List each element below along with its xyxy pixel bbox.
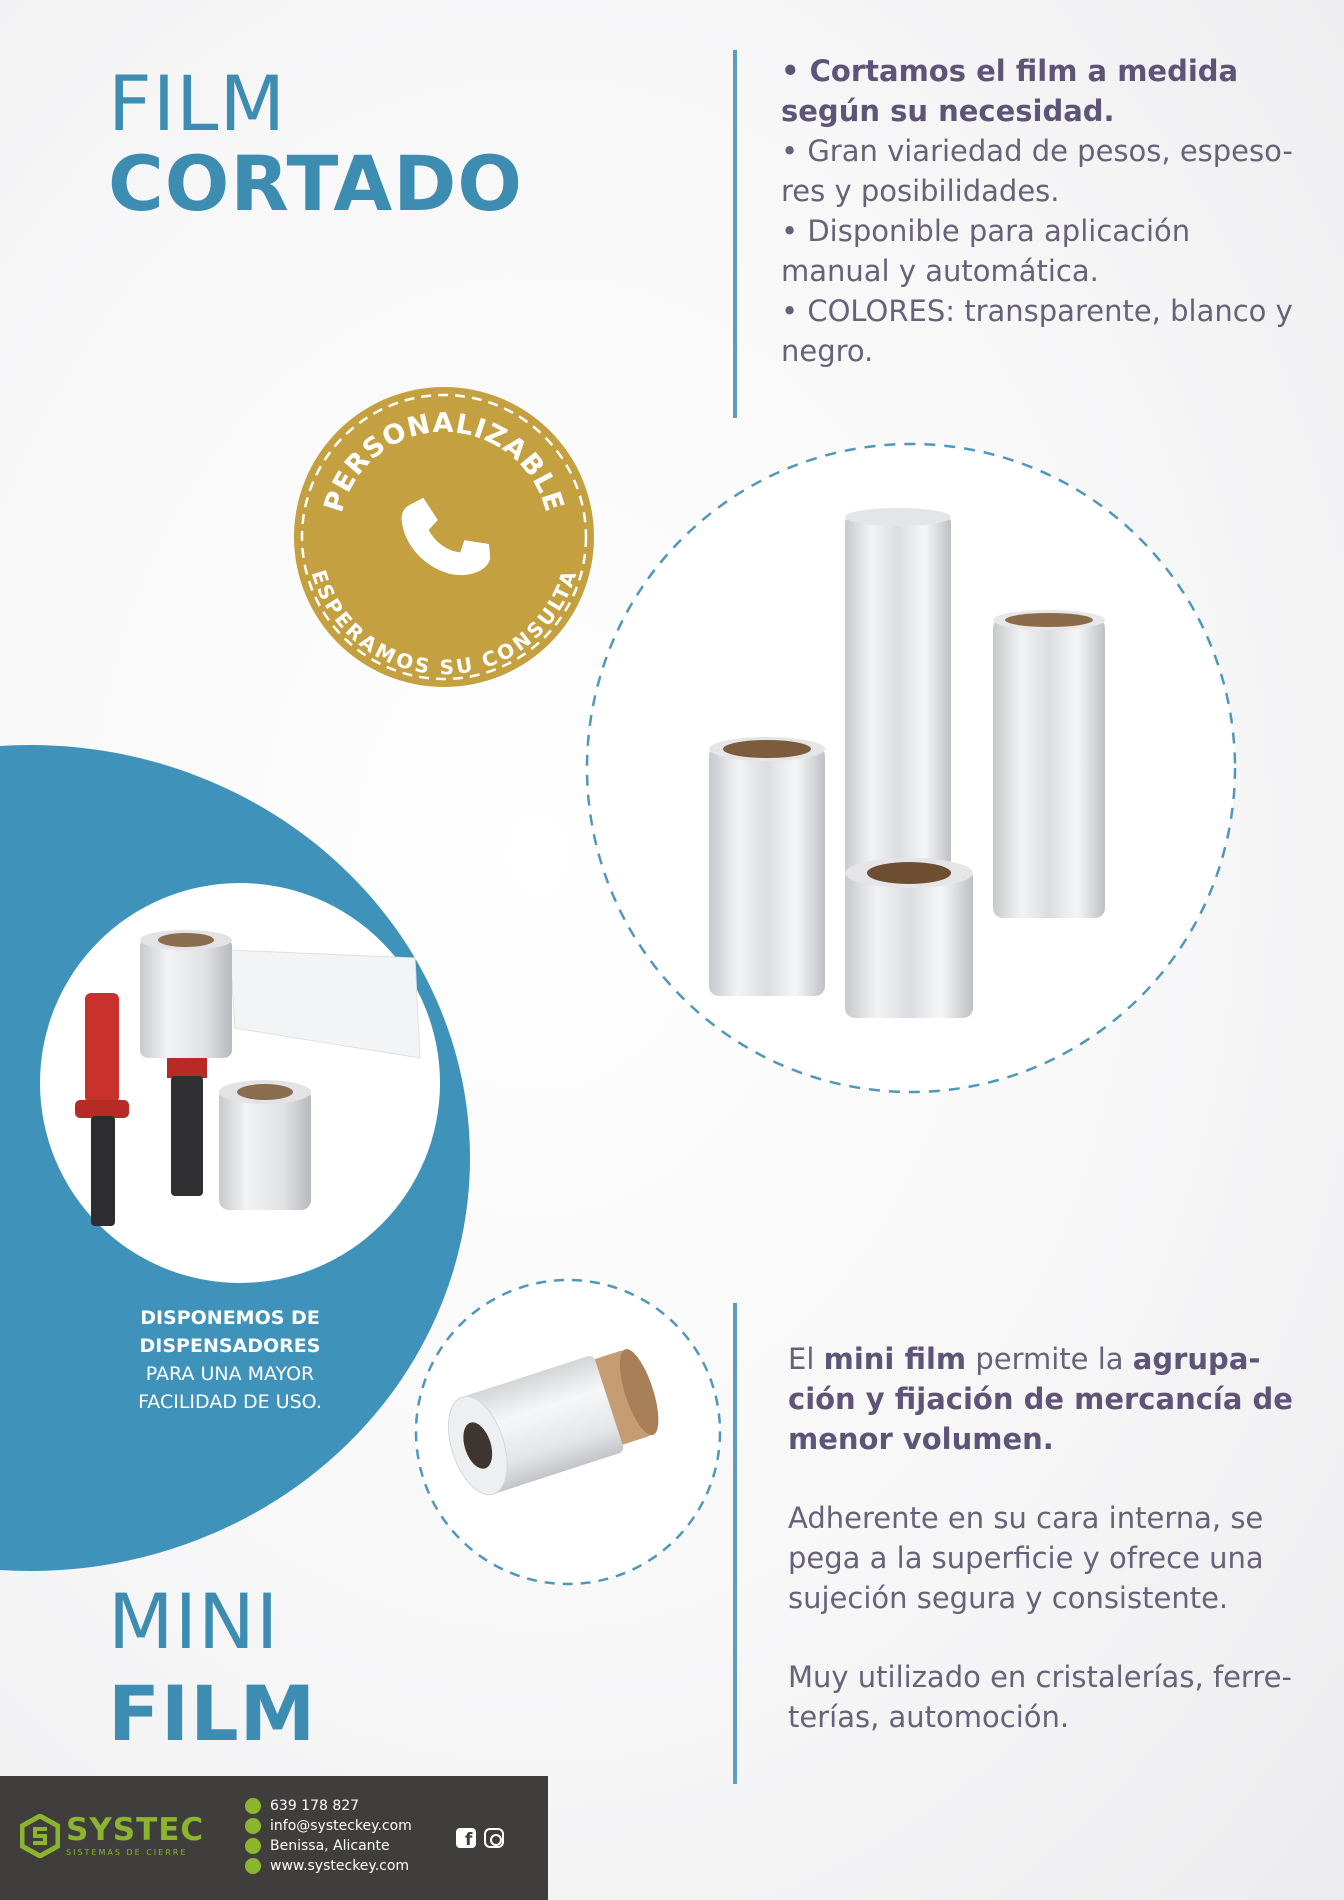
feature-line: res y posibilidades. <box>781 174 1060 208</box>
dispensers-image <box>35 878 445 1288</box>
brand-name: SYSTEC <box>66 1812 205 1848</box>
film-roll <box>993 618 1105 918</box>
feature-bold-1: • Cortamos el film a medida <box>781 54 1239 88</box>
systec-hexagon-icon <box>20 1814 60 1858</box>
feature-line: • COLORES: transparente, blanco y <box>781 294 1293 328</box>
caption-line-3: FACILIDAD DE USO. <box>138 1391 322 1413</box>
film-roll <box>709 746 825 996</box>
divider-bottom <box>733 1303 737 1784</box>
title-line-1: FILM <box>108 59 287 148</box>
feature-line: manual y automática. <box>781 254 1099 288</box>
brand-tagline: SISTEMAS DE CIERRE <box>66 1848 188 1857</box>
badge-bottom-text: ESPERAMOS SU CONSULTA <box>306 566 582 680</box>
caption-line-2: PARA UNA MAYOR <box>145 1363 315 1385</box>
mini-film-image <box>412 1276 724 1588</box>
features-list <box>781 51 1301 371</box>
location-pin-icon <box>245 1838 261 1854</box>
contact-email[interactable]: info@systeckey.com <box>245 1816 412 1836</box>
social-links <box>456 1828 504 1848</box>
email-icon <box>245 1818 261 1834</box>
contact-phone: 639 178 827 <box>245 1796 412 1816</box>
footer-bar <box>0 1776 548 1900</box>
badge-top-text: PERSONALIZABLE <box>318 407 570 516</box>
feature-line: • Disponible para aplicación <box>781 214 1191 248</box>
stretch-film-rolls-image <box>583 440 1239 1096</box>
title-line-1: MINI <box>108 1577 280 1666</box>
dispensers-caption <box>52 1304 408 1416</box>
globe-icon <box>245 1858 261 1874</box>
facebook-icon[interactable]: f <box>456 1828 476 1848</box>
film-roll <box>140 938 232 1058</box>
contact-website[interactable]: www.systeckey.com <box>245 1856 412 1876</box>
film-roll <box>845 868 973 1018</box>
film-roll <box>219 1088 311 1210</box>
systec-logo <box>20 1814 204 1858</box>
description-paragraph-2: Adherente en su cara interna, se pega a la superficie y ofrece una sujeción segura y consistente. <box>788 1501 1264 1615</box>
feature-line: negro. <box>781 334 874 368</box>
phone-icon <box>245 1798 261 1814</box>
title-line-2: FILM <box>108 1669 317 1758</box>
film-cortado-title <box>108 59 523 228</box>
personalizable-badge <box>292 385 596 689</box>
title-line-2: CORTADO <box>108 139 523 228</box>
contact-list <box>245 1796 412 1876</box>
contact-location: Benissa, Alicante <box>245 1836 412 1856</box>
description-paragraph-3: Muy utilizado en cristalerías, ferre- terías, automoción. <box>788 1660 1292 1734</box>
feature-bold-2: según su necesidad. <box>781 94 1115 128</box>
feature-line: • Gran viariedad de pesos, espeso- <box>781 134 1293 168</box>
caption-line-1: DISPONEMOS DE DISPENSADORES <box>139 1307 321 1357</box>
mini-film-title <box>108 1577 317 1758</box>
description-paragraph-1: El mini film permite la agrupa- ción y fijación de mercancía de menor volumen. <box>788 1342 1293 1456</box>
instagram-icon[interactable] <box>484 1828 504 1848</box>
mini-film-description <box>788 1339 1308 1776</box>
divider-top <box>733 50 737 418</box>
